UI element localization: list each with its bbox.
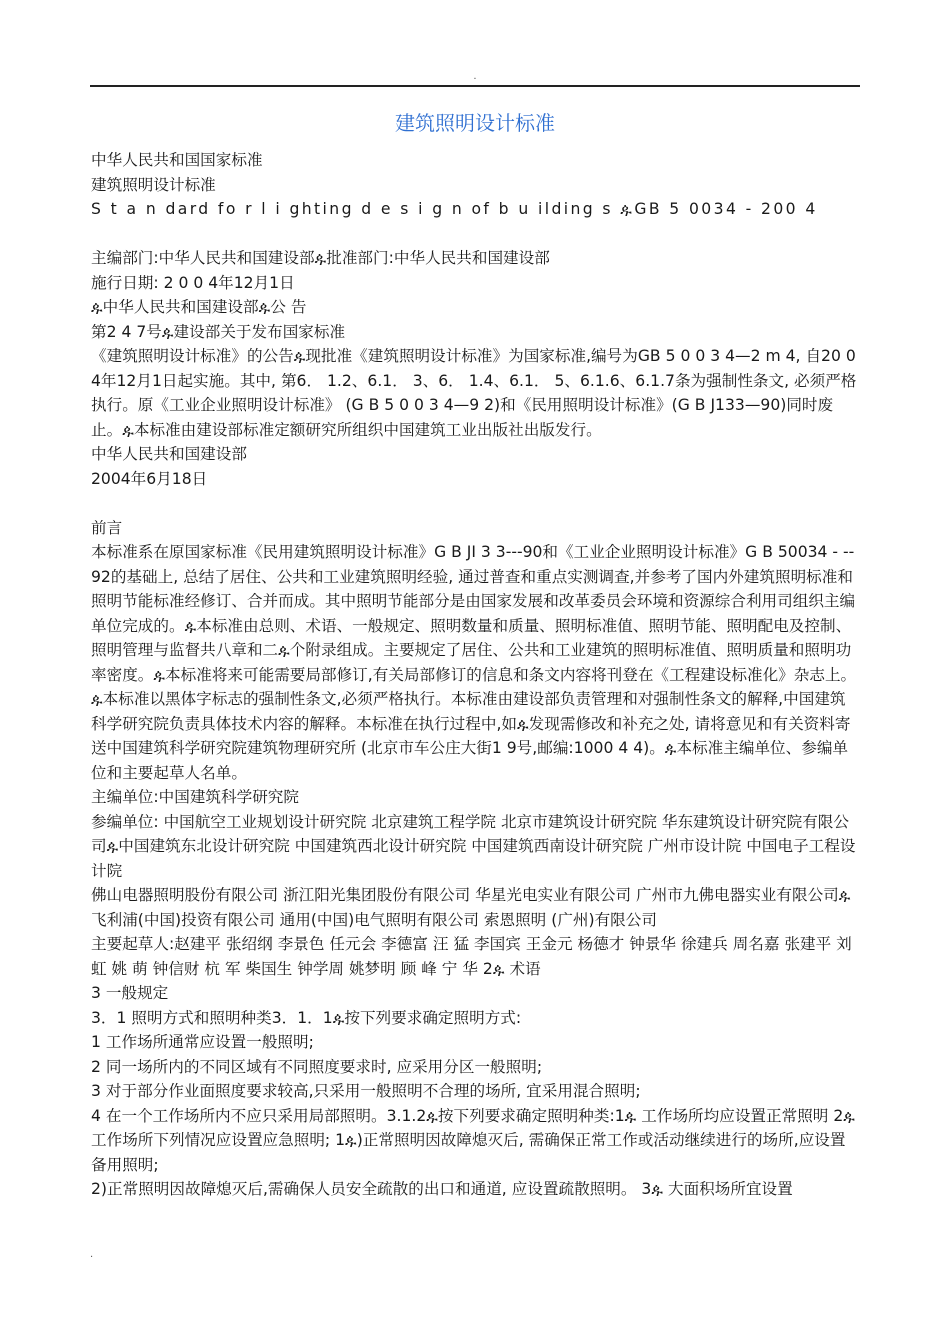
clause-item: 3 对于部分作业面照度要求较高,只采用一般照明不合理的场所, 宜采用混合照明; (91, 1082, 641, 1100)
clause-item: 1 工作场所通常应设置一般照明; (91, 1033, 314, 1051)
standard-name-cn: 建筑照明设计标准 (91, 175, 216, 194)
footer-mark: . (90, 1249, 94, 1260)
spacer (91, 491, 861, 516)
main-drafters: 主要起草人:赵建平 张绍纲 李景色 任元会 李德富 汪 猛 李国宾 王金元 杨德才 钟景华 徐建兵 周名嘉 张建平 刘 虹 姚 萌 钟信财 杭 军 柴国生 钟学周 姚梦明 顾 峰 宁 华 2ዹ 术语 (91, 935, 852, 978)
header-mark: . (473, 71, 477, 82)
issuer: 中华人民共和国建设部 (91, 445, 247, 463)
effective-date: 施行日期: 2 0 0 4年12月1日 (91, 273, 295, 292)
chapter-3-heading: 3 一般规定 (91, 984, 169, 1002)
section-3-1: 3．1 照明方式和照明种类3．1．1ዹ按下列要求确定照明方式: (91, 1008, 522, 1027)
announcement-heading: ዹ中华人民共和国建设部ዹ公 告 (91, 298, 307, 316)
editing-department: 主编部门:中华人民共和国建设部ዹ批准部门:中华人民共和国建设部 (91, 249, 550, 267)
preface-body: 本标准系在原国家标准《民用建筑照明设计标准》G B JI 3 3---90和《工业企业照明设计标准》G B 50034 - --92的基础上, 总结了居住、公共和工业建筑照明经验, 通过普查和重点实测调查,并参考了国内外建筑照明标准和照明节能标准经修订、合并而成。其中照明节能部分是由国家发展和改革委员会环境和资源综合利用司组织主编单位完成的。ዹ本标准由总则、术语、一般规定、照明数量和质量、照明标准值、照明节能、照明配电及控制、照明管理与监督共八章和二ዹ个附录组成。主要规定了居住、公共和工业建筑的照明标准值、照明质量和照明功率密度。ዹ本标准将来可能需要局部修订,有关局部修订的信息和条文内容将刊登在《工程建设标准化》杂志上。ዹ本标准以黑体字标志的强制性条文,必须严格执行。本标准由建设部负责管理和对强制性条文的解释,中国建筑科学研究院负责具体技术内容的解释。本标准在执行过程中,如ዹ发现需修改和补充之处, 请将意见和有关资料寄送中国建筑科学研究院建筑物理研究所 (北京市车公庄大街1 9号,邮编:1000 4 4)。ዹ本标准主编单位、参编单位和主要起草人名单。 (91, 543, 857, 782)
announcement-number: 第2 4 7号ዹ建设部关于发布国家标准 (91, 322, 346, 341)
issue-date: 2004年6月18日 (91, 469, 208, 488)
standard-category: 中华人民共和国国家标准 (91, 151, 263, 169)
clause-item: 4 在一个工作场所内不应只采用局部照明。3.1.2ዹ按下列要求确定照明种类:1ዹ 工作场所均应设置正常照明 2ዹ 工作场所下列情况应设置应急照明; 1ዹ)正常照明因故障熄灭后, 需确保正常工作或活动继续进行的场所,应设置备用照明; (91, 1106, 855, 1174)
header-rule (90, 85, 860, 87)
spacer (91, 222, 861, 247)
clause-item: 2)正常照明因故障熄灭后,需确保人员安全疏散的出口和通道, 应设置疏散照明。 3ዹ 大面积场所宜设置 (91, 1180, 793, 1198)
announcement-body: 《建筑照明设计标准》的公告ዹ现批准《建筑照明设计标准》为国家标准,编号为GB 5 0 0 3 4—2 m 4, 自20 0 4年12月1日起实施。其中, 第6． 1.2、6.1． 3、6． 1.4、6.1． 5、6.1.6、6.1.7条为强制性条文, 必须严格执行。原《工业企业照明设计标准》 (G B 5 0 0 3 4—9 2)和《民用照明设计标准》(G B J133—90)同时废止。ዹ本标准由建设部标准定额研究所组织中国建筑工业出版社出版发行。 (91, 347, 857, 439)
chief-editor-unit: 主编单位:中国建筑科学研究院 (91, 788, 299, 806)
participating-units: 参编单位: 中国航空工业规划设计研究院 北京建筑工程学院 北京市建筑设计研究院 华东建筑设计研究院有限公司ዹ中国建筑东北设计研究院 中国建筑西北设计研究院 中国建筑西南设计研究院 广州市设计院 中国电子工程设计院 (91, 812, 856, 880)
preface-heading: 前言 (91, 518, 123, 537)
document-body (91, 148, 861, 1202)
standard-name-en: S t a n dard fo r l i ghting d e s i g n of b u ilding s ዹGB 5 0034 - 200 4 (91, 200, 818, 218)
document-title: 建筑照明设计标准 (395, 111, 555, 135)
participating-companies: 佛山电器照明股份有限公司 浙江阳光集团股份有限公司 华星光电实业有限公司 广州市九佛电器实业有限公司ዹ飞利浦(中国)投资有限公司 通用(中国)电气照明有限公司 索恩照明 (广州)有限公司 (91, 886, 851, 929)
clause-item: 2 同一场所内的不同区域有不同照度要求时, 应采用分区一般照明; (91, 1057, 543, 1076)
